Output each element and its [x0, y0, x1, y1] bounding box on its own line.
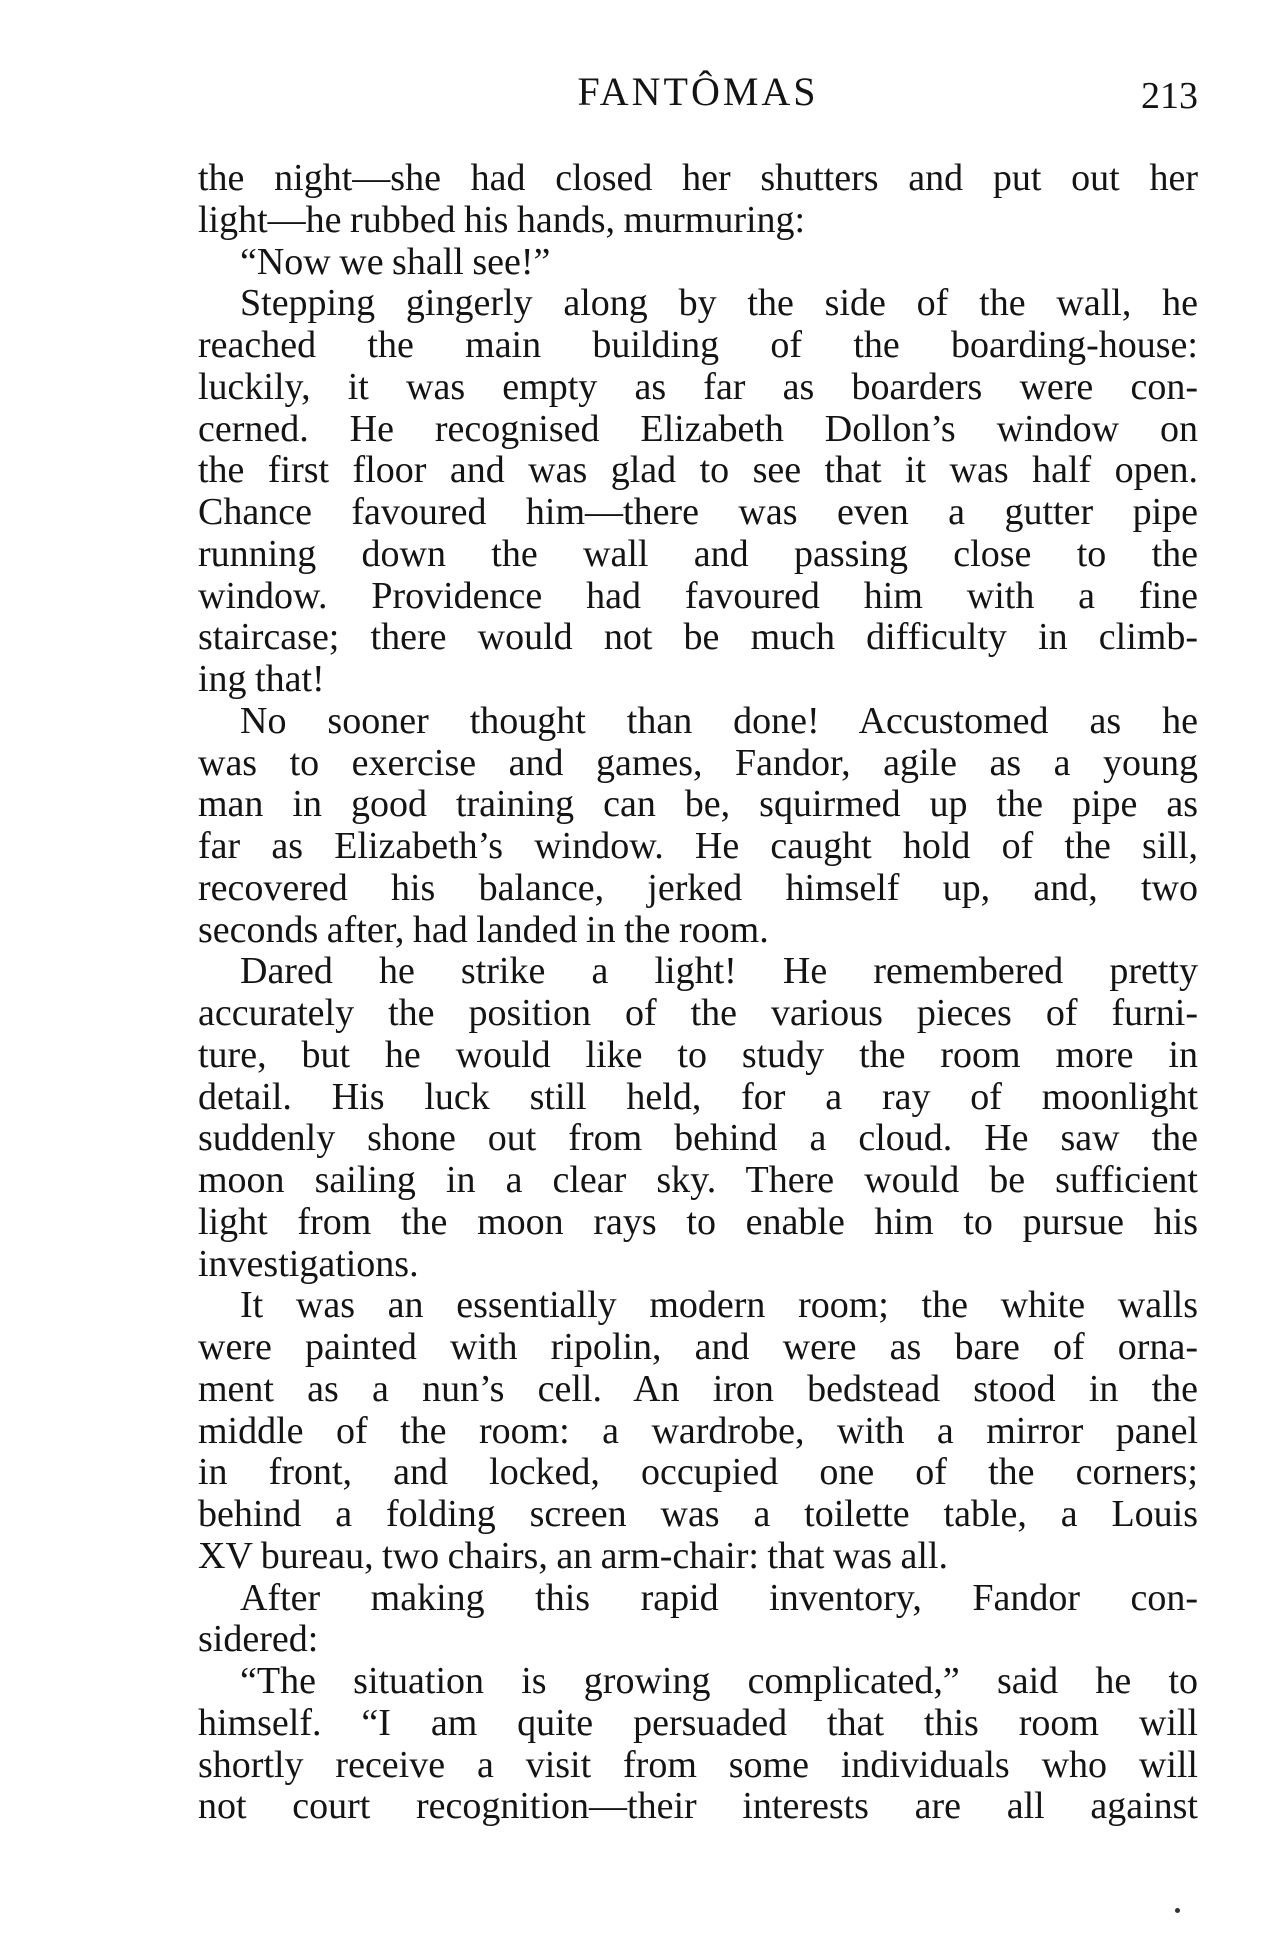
text-line: detail. His luck still held, for a ray of moonlight — [198, 1075, 1198, 1118]
running-head — [198, 62, 1198, 122]
text-line: were painted with ripolin, and were as bare of orna- — [198, 1326, 1198, 1368]
text-line: XV bureau, two chairs, an arm-chair: that was all. — [198, 1534, 948, 1577]
text-line: far as Elizabeth’s window. He caught hold of the sill, — [198, 825, 1198, 867]
text-line: light from the moon rays to enable him to pursue his — [198, 1200, 1198, 1243]
text-line: Chance favoured him—there was even a gutter pipe — [198, 491, 1198, 533]
text-line: was to exercise and games, Fandor, agile as a young — [198, 741, 1198, 784]
text-line: running down the wall and passing close to the — [198, 532, 1198, 575]
text-line: Dared he strike a light! He remembered pretty — [240, 950, 1198, 993]
text-line: window. Providence had favoured him with a fine — [198, 574, 1198, 617]
text-line: cerned. He recognised Elizabeth Dollon’s window on — [198, 407, 1198, 450]
text-line: moon sailing in a clear sky. There would be sufficient — [198, 1159, 1198, 1201]
text-line: Stepping gingerly along by the side of the wall, he — [240, 282, 1198, 325]
text-line: man in good training can be, squirmed up the pipe as — [198, 783, 1198, 826]
text-line: After making this rapid inventory, Fandor con- — [240, 1576, 1198, 1619]
text-line: “The situation is growing complicated,” said he to — [240, 1660, 1198, 1702]
text-line: investigations. — [198, 1242, 419, 1285]
text-line: not court recognition—their interests are all against — [198, 1785, 1198, 1828]
text-line: seconds after, had landed in the room. — [198, 908, 769, 951]
text-line: No sooner thought than done! Accustomed as he — [240, 699, 1198, 742]
text-line: behind a folding screen was a toilette table, a Louis — [198, 1493, 1198, 1535]
text-line: himself. “I am quite persuaded that this room will — [198, 1701, 1198, 1744]
body-text — [198, 158, 1198, 1828]
text-line: luckily, it was empty as far as boarders were con- — [198, 365, 1198, 408]
page-number: 213 — [1141, 75, 1198, 117]
text-line: in front, and locked, occupied one of the corners; — [198, 1451, 1198, 1494]
text-line: accurately the position of the various pieces of furni- — [198, 992, 1198, 1034]
text-line: light—he rubbed his hands, murmuring: — [198, 198, 806, 241]
text-line: the night—she had closed her shutters and put out her — [198, 157, 1198, 199]
print-speck — [1175, 1908, 1180, 1913]
text-line: recovered his balance, jerked himself up, and, two — [198, 866, 1198, 909]
text-line: sidered: — [198, 1618, 319, 1661]
text-line: the first floor and was glad to see that it was half open. — [198, 449, 1198, 492]
text-line: suddenly shone out from behind a cloud. He saw the — [198, 1117, 1198, 1160]
text-line: reached the main building of the boarding-house: — [198, 324, 1198, 366]
text-line: “Now we shall see!” — [240, 240, 551, 283]
text-line: ture, but he would like to study the room more in — [198, 1033, 1198, 1076]
text-line: ing that! — [198, 658, 325, 700]
text-line: middle of the room: a wardrobe, with a mirror panel — [198, 1409, 1198, 1452]
text-line: It was an essentially modern room; the white walls — [240, 1284, 1198, 1327]
text-line: staircase; there would not be much difficulty in climb- — [198, 616, 1198, 659]
book-title: FANTÔMAS — [577, 69, 819, 114]
text-line: ment as a nun’s cell. An iron bedstead stood in the — [198, 1367, 1198, 1410]
text-line: shortly receive a visit from some individuals who will — [198, 1743, 1198, 1786]
